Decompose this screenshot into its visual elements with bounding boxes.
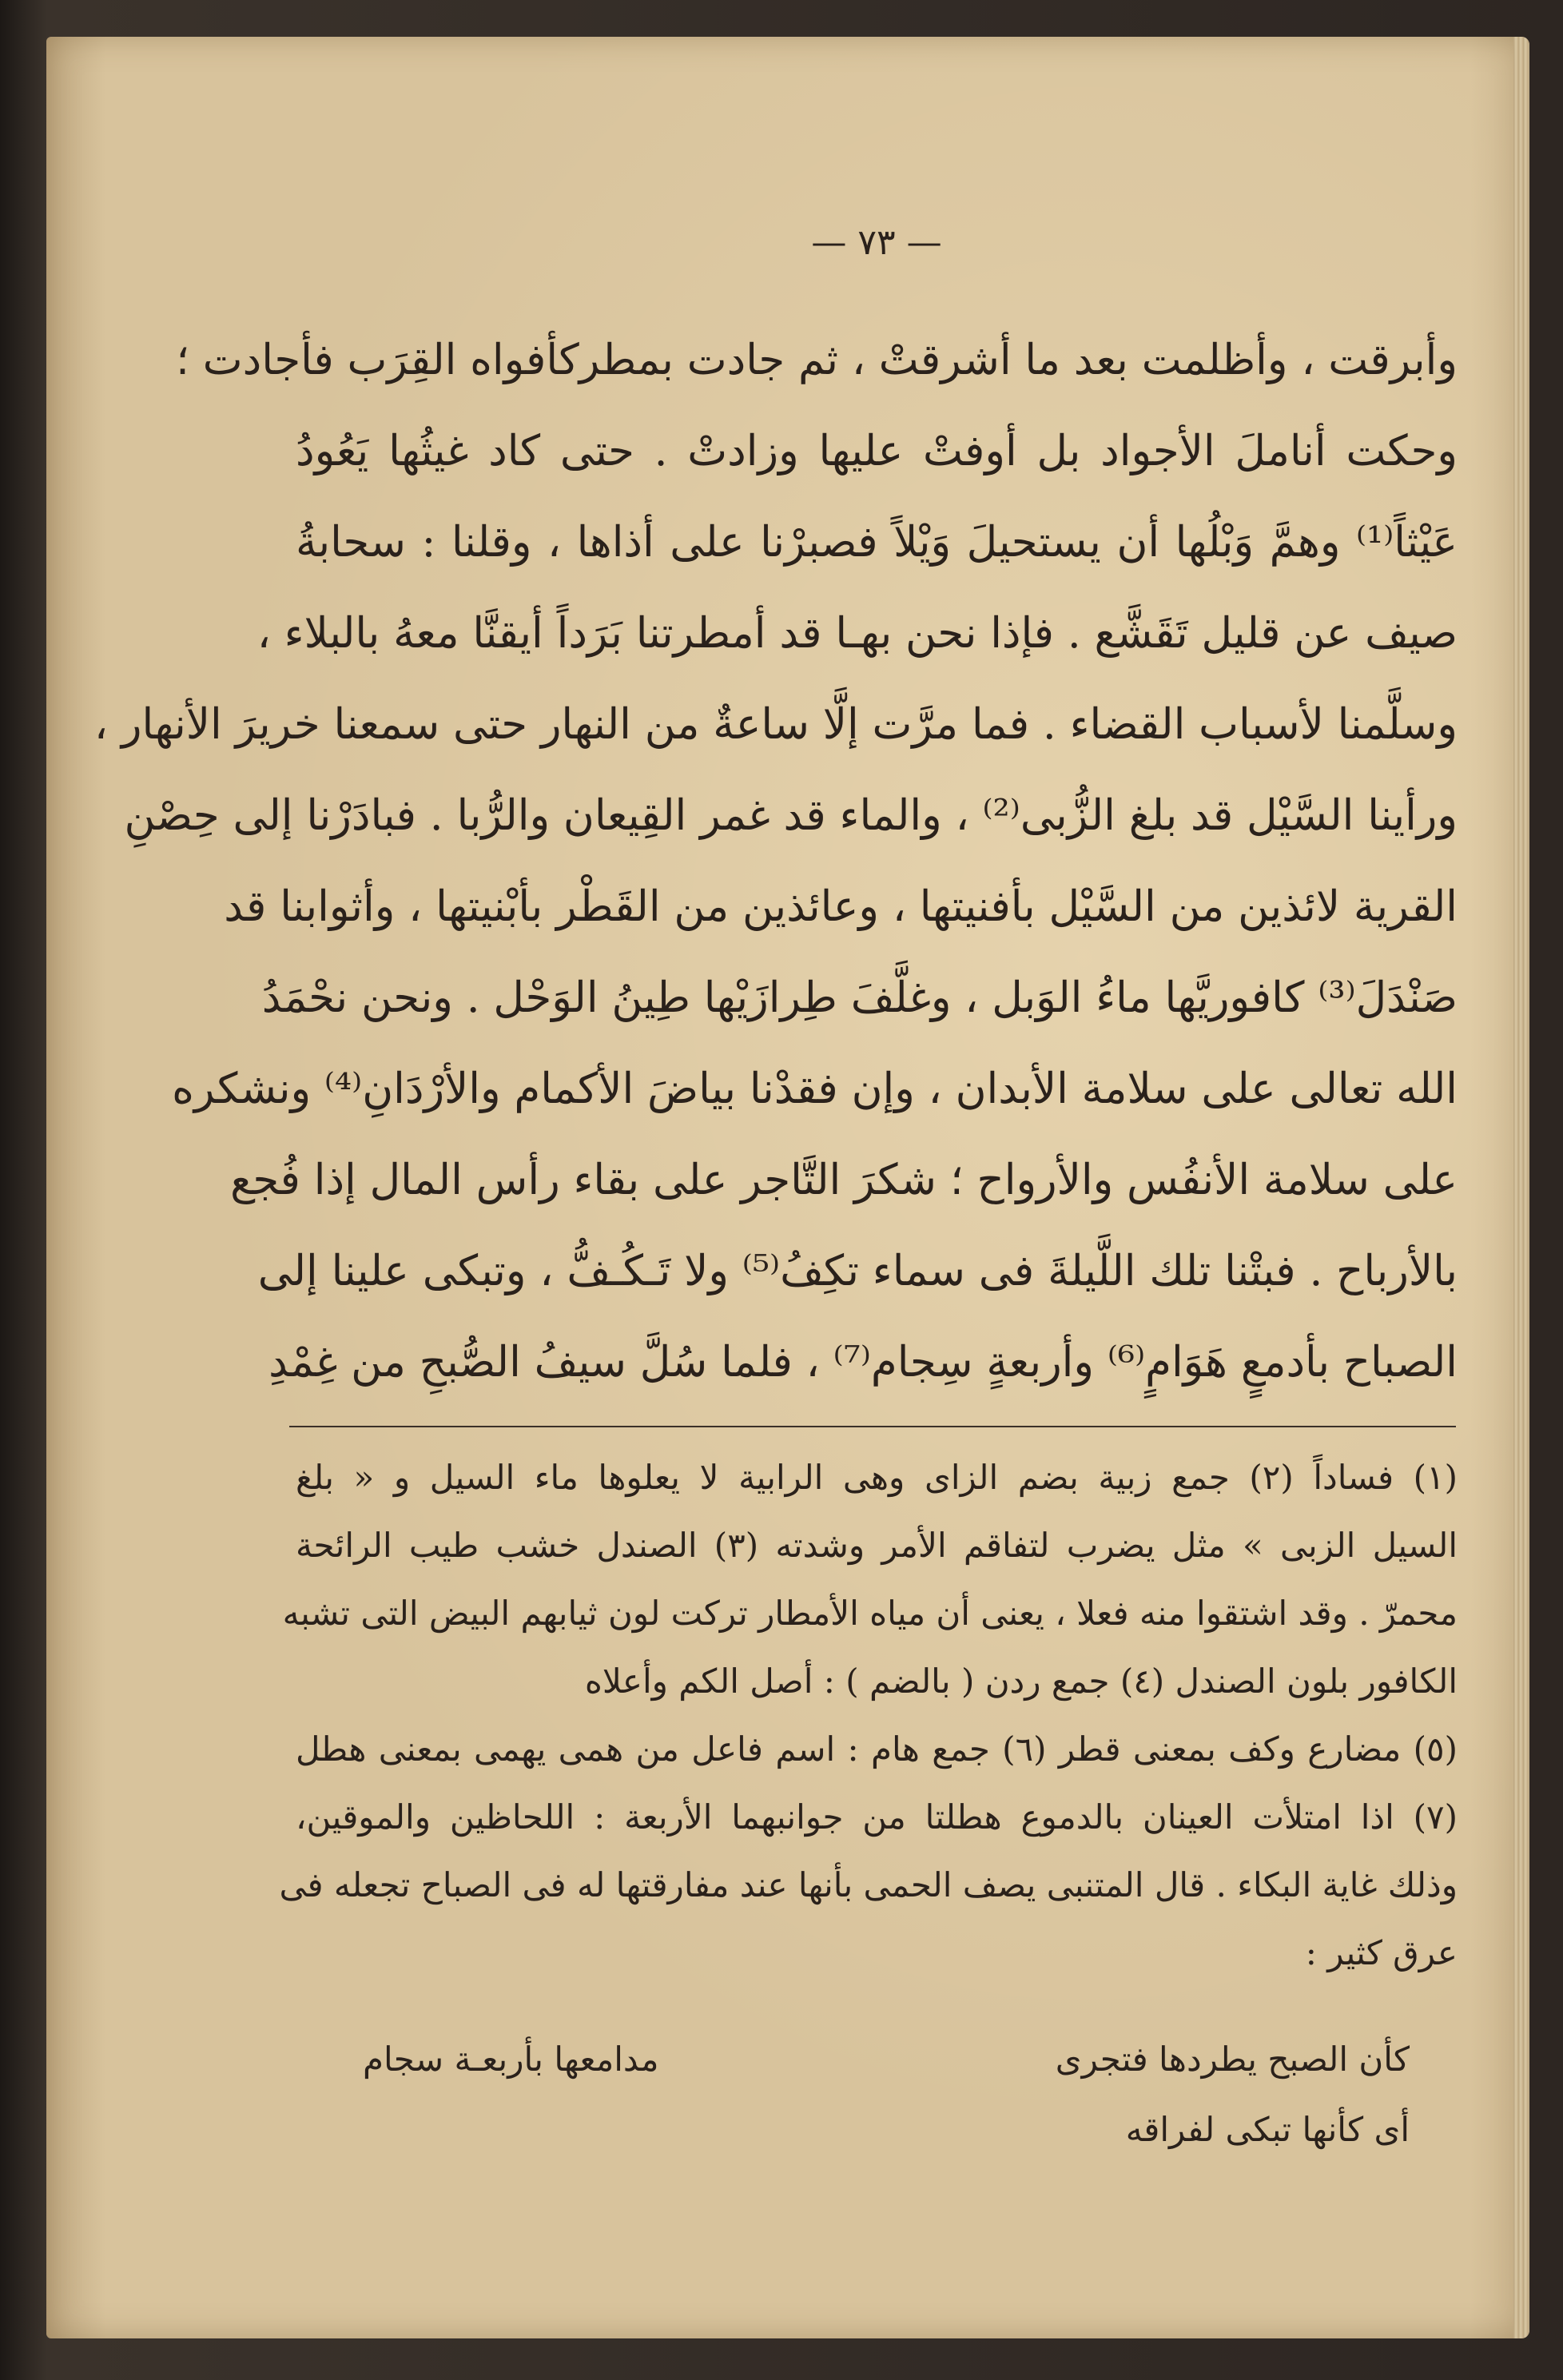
main-text-line: ورأينا السَّيْل قد بلغ الزُّبى⁽²⁾ ، والماء قد غمر القِيعان والرُّبا . فبادَرْنا إلى حِصْنِ <box>124 791 1458 840</box>
main-text-line: صَنْدَلَ⁽³⁾ كافوريَّها ماءُ الوَبل ، وغلَّفَ طِرازَيْها طِينُ الوَحْل . ونحن نحْمَدُ <box>261 973 1458 1022</box>
verse-note: أى كأنها تبكى لفراقه <box>1125 2110 1410 2149</box>
main-text-line: عَيْثاً⁽¹⁾ وهمَّ وَبْلُها أن يستحيلَ وَيْلاً فصبرْنا على أذاها ، وقلنا : سحابةُ <box>296 518 1458 567</box>
footnotes <box>279 1443 1458 1987</box>
verse-second-hemistich: مدامعها بأربعـة سجام <box>363 2040 659 2079</box>
book-page <box>46 37 1529 2338</box>
footnote-line: (٥) مضارع وكف بمعنى قطر (٦) جمع هام : اسم فاعل من همى يهمى بمعنى هطل <box>296 1729 1458 1769</box>
page-number: — ٧٣ — <box>811 222 942 263</box>
main-text-line: الله تعالى على سلامة الأبدان ، وإن فقدْنا بياضَ الأكمام والأرْدَانِ⁽⁴⁾ ونشكره <box>172 1065 1458 1113</box>
page-edge <box>1513 37 1529 2338</box>
main-text-line: وسلَّمنا لأسباب القضاء . فما مرَّت إلَّا ساعةٌ من النهار حتى سمعنا خريرَ الأنهار ، <box>93 700 1458 749</box>
footnote-line: (٧) اذا امتلأت العينان بالدموع هطلتا من جوانبهما الأربعة : اللحاظين والموقين، <box>296 1797 1458 1837</box>
main-text-line: القرية لائذين من السَّيْل بأفنيتها ، وعائذين من القَطْر بأبْنيتها ، وأثوابنا قد <box>224 882 1458 931</box>
main-text-line: بالأرباح . فبتْنا تلك اللَّيلةَ فى سماء تكِفُ⁽⁵⁾ ولا تَـكُـفُّ ، وتبكى علينا إلى <box>257 1247 1458 1295</box>
footnote-line: السيل الزبى » مثل يضرب لتفاقم الأمر وشدته (٣) الصندل خشب طيب الرائحة <box>296 1526 1458 1565</box>
main-text-line: صيف عن قليل تَقَشَّع . فإذا نحن بهـا قد أمطرتنا بَرَداً أيقنَّا معهُ بالبلاء ، <box>257 609 1458 658</box>
footnote-line: الكافور بلون الصندل (٤) جمع ردن ( بالضم ) : أصل الكم وأعلاه <box>584 1662 1458 1701</box>
footnote-line: عرق كثير : <box>1305 1933 1458 1972</box>
main-text <box>93 315 1458 1408</box>
footnote-divider <box>289 1426 1456 1427</box>
footnote-line: محمرّ . وقد اشتقوا منه فعلا ، يعنى أن مياه الأمطار تركت لون ثيابهم البيض التى تشبه <box>282 1594 1458 1633</box>
main-text-line: وأبرقت ، وأظلمت بعد ما أشرقتْ ، ثم جادت بمطركأفواه القِرَب فأجادت ؛ <box>176 336 1458 384</box>
main-text-line: الصباح بأدمعٍ هَوَامٍ⁽⁶⁾ وأربعةٍ سِجام⁽⁷⁾ ، فلما سُلَّ سيفُ الصُّبحِ من غِمْدِ <box>268 1338 1458 1387</box>
main-text-line: وحكت أناملَ الأجواد بل أوفتْ عليها وزادتْ . حتى كاد غيثُها يَعُودُ <box>296 427 1458 476</box>
footnote-line: (١) فساداً (٢) جمع زبية بضم الزاى وهى الرابية لا يعلوها ماء السيل و « بلغ <box>296 1458 1458 1497</box>
footnote-line: وذلك غاية البكاء . قال المتنبى يصف الحمى بأنها عند مفارقتها له فى الصباح تجعله فى <box>279 1865 1458 1904</box>
verse-first-hemistich: كأن الصبح يطردها فتجرى <box>1055 2040 1410 2079</box>
quoted-verse <box>296 2025 1458 2093</box>
main-text-line: على سلامة الأنفُس والأرواح ؛ شكرَ التَّاجر على بقاء رأس المال إذا فُجع <box>230 1156 1458 1204</box>
